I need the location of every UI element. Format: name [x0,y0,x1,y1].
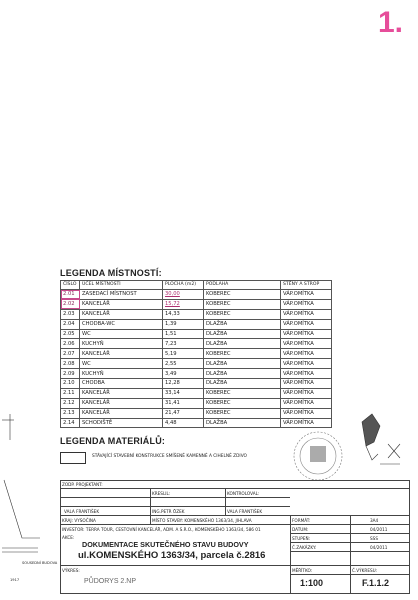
kreslil-label: KRESLIL: [152,491,171,496]
room-walls: VÁP.OMÍTKA [281,408,332,418]
room-walls: VÁP.OMÍTKA [281,418,332,428]
table-row [61,309,332,319]
room-walls: VÁP.OMÍTKA [281,329,332,339]
room-purpose: WC [80,329,163,339]
room-purpose: KANCELÁŘ [80,309,163,319]
table-row [61,349,332,359]
col-header-floor: PODLAHA [204,281,281,290]
room-walls: VÁP.OMÍTKA [281,339,332,349]
investor: INVESTOR: TERRA TOUR, CESTOVNÍ KANCELÁŘ, ADM. A S.R.O., KOMENSKÉHO 1363/34, 586 01 [62,527,261,532]
zodp-name: VALA FRANTIŠEK [64,509,100,514]
room-number: 2.04 [61,319,80,329]
kreslil-name: ING.PETR ÖZEK [152,509,185,514]
table-row [61,290,332,300]
material-description: STÁVAJÍCÍ STAVEBNÍ KONSTRUKCE SMÍŠENÉ KAMENNÉ A CIHELNÉ ZDIVO [92,454,247,459]
room-purpose: KANCELÁŘ [80,299,163,309]
cislo-value: F.1.1.2 [362,578,390,588]
rooms-legend-heading: LEGENDA MÍSTNOSTÍ: [60,268,162,278]
col-header-area: PLOCHA (m2) [163,281,204,290]
datum-label: DATUM: [292,527,309,532]
room-floor: DLAŽBA [204,319,281,329]
room-area: 4,48 [163,418,204,428]
room-number: 2.13 [61,408,80,418]
room-floor: DLAŽBA [204,339,281,349]
format-label: FORMÁT: [292,518,311,523]
room-floor: DLAŽBA [204,369,281,379]
room-floor: KOBEREC [204,290,281,300]
dimension-label: 1917 [10,578,20,582]
table-row [61,339,332,349]
room-walls: VÁP.OMÍTKA [281,379,332,389]
room-number: 2.08 [61,359,80,369]
table-row [61,359,332,369]
room-number: 2.09 [61,369,80,379]
room-purpose: KANCELÁŘ [80,388,163,398]
meritko-label: MĚŘÍTKO: [292,568,313,573]
room-purpose: KUCHYŇ [80,339,163,349]
room-area: 12,28 [163,379,204,389]
room-floor: KOBEREC [204,299,281,309]
room-purpose: WC [80,359,163,369]
room-number: 2.02 [61,299,80,309]
room-walls: VÁP.OMÍTKA [281,309,332,319]
room-walls: VÁP.OMÍTKA [281,398,332,408]
room-purpose: KANCELÁŘ [80,398,163,408]
datum-value: 04/2011 [370,527,388,532]
col-header-walls: STĚNY A STROP [281,281,332,290]
zakazka-label: Č.ZAKÁZKY: [292,545,317,550]
room-area: 15,72 [163,299,204,309]
room-floor: KOBEREC [204,349,281,359]
kontroloval-name: VALA FRANTIŠEK [227,509,263,514]
room-floor: DLAŽBA [204,329,281,339]
room-area: 5,19 [163,349,204,359]
room-floor: KOBEREC [204,398,281,408]
room-number: 2.12 [61,398,80,408]
kraj: KRAJ: VYSOČINA [62,518,96,523]
room-area: 33,14 [163,388,204,398]
misto-stavby: MÍSTO STAVBY: KOMENSKÉHO 1363/34, JIHLAVA [152,518,252,523]
room-area: 7,23 [163,339,204,349]
room-floor: DLAŽBA [204,418,281,428]
room-purpose: KANCELÁŘ [80,349,163,359]
room-walls: VÁP.OMÍTKA [281,299,332,309]
room-number: 2.05 [61,329,80,339]
table-row [61,319,332,329]
room-floor: KOBEREC [204,408,281,418]
room-purpose: KUCHYŇ [80,369,163,379]
room-number: 2.03 [61,309,80,319]
room-floor: DLAŽBA [204,359,281,369]
cislo-label: Č.VÝKRESU: [352,568,378,573]
col-header-purpose: ÚČEL MÍSTNOSTI [80,281,163,290]
akce-label: AKCE: [62,535,75,540]
neighbor-building-label: SOUSEDNÍ BUDOVA [22,561,58,565]
room-floor: KOBEREC [204,309,281,319]
room-area: 1,51 [163,329,204,339]
room-area: 31,41 [163,398,204,408]
format-value: 3A4 [370,518,379,523]
rooms-legend-header-row [61,281,332,290]
akce-line2: ul.KOMENSKÉHO 1363/34, parcela č.2816 [78,550,266,561]
room-area: 14,33 [163,309,204,319]
room-number: 2.07 [61,349,80,359]
room-area: 21,47 [163,408,204,418]
room-walls: VÁP.OMÍTKA [281,319,332,329]
vykres-name: PŮDORYS 2.NP [84,578,136,585]
room-number: 2.14 [61,418,80,428]
room-purpose: SCHODIŠTĚ [80,418,163,428]
vykres-label: VÝKRES: [62,568,80,573]
sheet-number: 1. [378,6,404,39]
table-row [61,329,332,339]
zodp-label: ZODP. PROJEKTANT: [62,482,103,487]
table-row [61,299,332,309]
room-number: 2.10 [61,379,80,389]
meritko-value: 1:100 [300,578,324,588]
title-block [60,480,410,594]
room-area: 3,49 [163,369,204,379]
room-walls: VÁP.OMÍTKA [281,369,332,379]
room-walls: VÁP.OMÍTKA [281,349,332,359]
room-number: 2.01 [61,290,80,300]
room-purpose: KANCELÁŘ [80,408,163,418]
room-walls: VÁP.OMÍTKA [281,290,332,300]
room-area: 2,55 [163,359,204,369]
room-number: 2.06 [61,339,80,349]
room-walls: VÁP.OMÍTKA [281,388,332,398]
table-row [61,369,332,379]
materials-legend-heading: LEGENDA MATERIÁLŮ: [60,436,166,446]
room-floor: KOBEREC [204,388,281,398]
akce-line1: DOKUMENTACE SKUTEČNÉHO STAVU BUDOVY [82,540,249,549]
room-walls: VÁP.OMÍTKA [281,359,332,369]
room-area: 1,39 [163,319,204,329]
room-purpose: ZASEDACÍ MÍSTNOST [80,290,163,300]
room-area: 30,00 [163,290,204,300]
room-floor: DLAŽBA [204,379,281,389]
stupen-label: STUPEŇ: [292,536,310,541]
room-purpose: CHODBA [80,379,163,389]
col-header-number: ČÍSLO [61,281,80,290]
stupen-value: SSS [370,536,378,541]
kontroloval-label: KONTROLOVAL: [227,491,260,496]
room-purpose: CHODBA-WC [80,319,163,329]
zakazka-value: 04/2011 [370,545,388,550]
room-number: 2.11 [61,388,80,398]
